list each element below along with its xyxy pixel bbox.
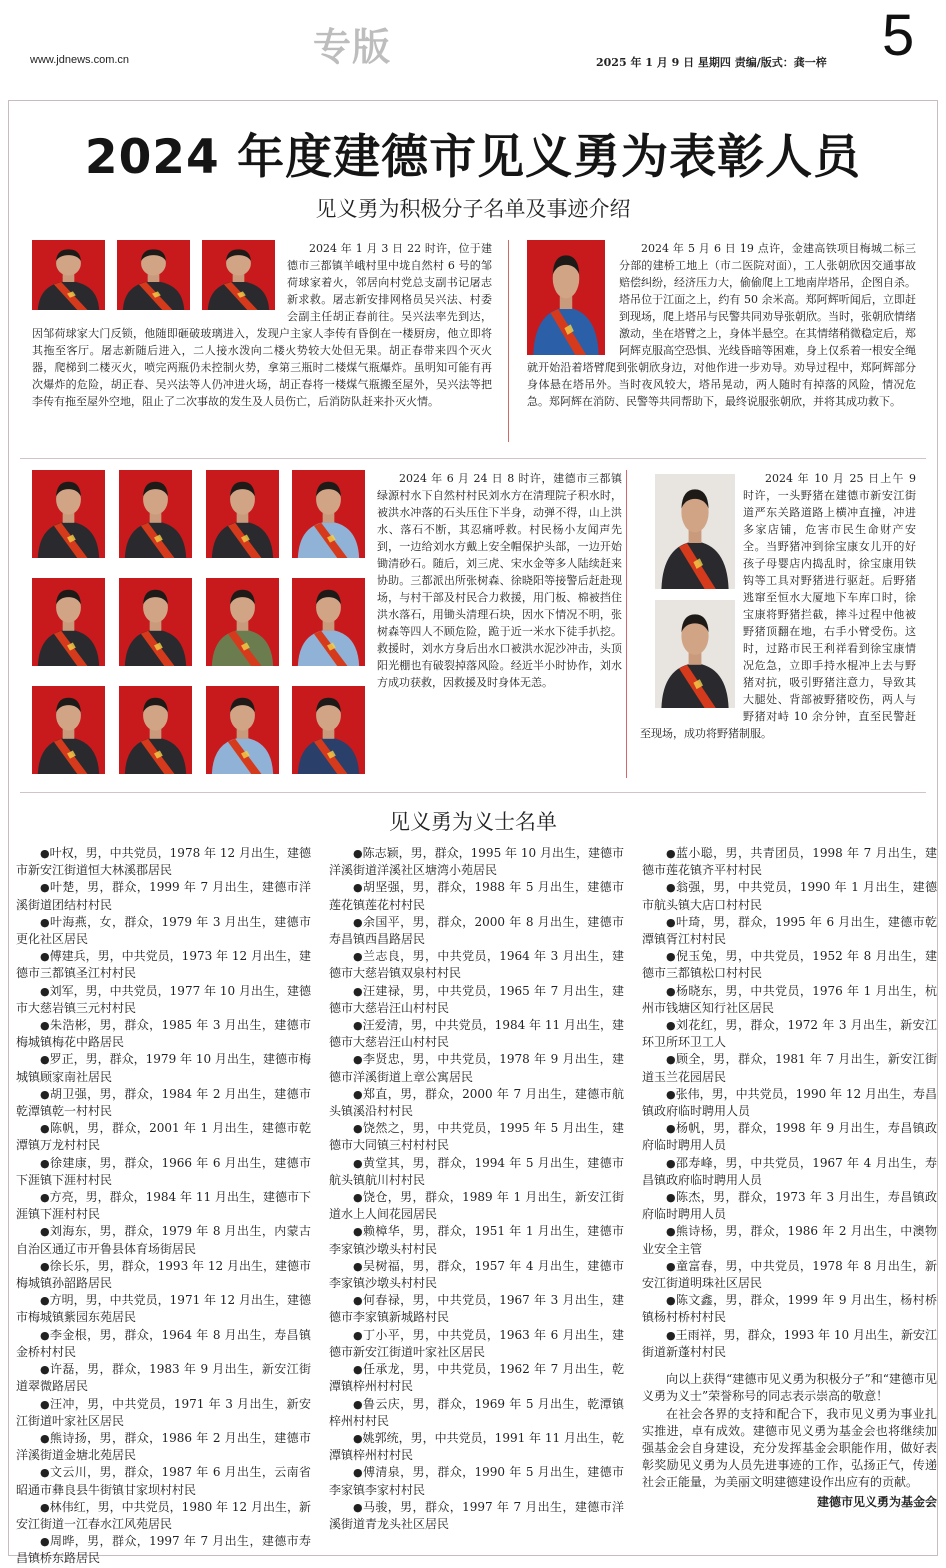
list-item — [16, 1533, 311, 1567]
portrait-figure — [206, 470, 279, 558]
portrait-figure — [206, 578, 279, 666]
portrait-figure — [292, 686, 365, 774]
site-url[interactable]: www.jdnews.com.cn — [30, 54, 130, 66]
portrait-photo — [292, 470, 365, 558]
portrait-photo — [119, 578, 192, 666]
list-item — [329, 983, 624, 1017]
list-item-text: 任承龙，男，中共党员，1962 年 7 月出生，乾潭镇梓州村村民 — [329, 1362, 624, 1394]
list-item — [16, 1464, 311, 1498]
list-item-text: 方明，男，中共党员，1971 年 12 月出生，建德市梅城镇紫园东苑居民 — [16, 1293, 311, 1325]
list-item — [642, 1223, 937, 1257]
list-item-text: 叶琦，男，群众，1995 年 6 月出生，建德市乾潭镇胥江村村民 — [642, 914, 937, 947]
list-item-text: 汪爱清，男，中共党员，1984 年 11 月出生，建德市大慈岩汪山村村民 — [329, 1018, 624, 1050]
list-item-text: 陈文鑫，男，群众，1999 年 9 月出生，杨村桥镇杨村桥村村民 — [642, 1293, 937, 1325]
portrait-figure — [32, 470, 105, 558]
list-item-text: 汪建禄，男，中共党员，1965 年 7 月出生，建德市大慈岩汪山村村民 — [329, 983, 624, 1015]
list-item-text: 刘花红，男，群众，1972 年 3 月出生，新安江环卫所环卫工人 — [642, 1018, 937, 1050]
section-name: 专版 — [313, 25, 392, 69]
portrait-figure — [527, 240, 605, 355]
bullet-icon: ● — [666, 881, 676, 895]
list-item — [329, 1051, 624, 1085]
bullet-icon: ● — [40, 1087, 50, 1101]
list-item-text: 傅清泉，男，群众，1990 年 5 月出生，建德市李家镇李家村村民 — [329, 1465, 624, 1497]
list-item-text: 姚郭统，男，中共党员，1991 年 11 月出生，乾潭镇梓州村村民 — [329, 1430, 624, 1463]
list-item — [642, 1017, 937, 1051]
bullet-icon: ● — [40, 1363, 50, 1377]
bullet-icon: ● — [40, 1191, 50, 1205]
bullet-icon: ● — [666, 1156, 676, 1170]
list-item-text: 杨晓东，男，中共党员，1976 年 1 月出生，杭州市钱塘区知行社区居民 — [642, 983, 937, 1015]
list-item-text: 徐长乐，男，群众，1993 年 12 月出生，建德市梅城镇孙韶路居民 — [16, 1258, 311, 1291]
bullet-icon: ● — [40, 1535, 50, 1549]
story-3 — [377, 470, 622, 782]
list-item-text: 胡卫强，男，群众，1984 年 2 月出生，建德市乾潭镇乾一村村民 — [16, 1086, 311, 1119]
list-item-text: 鲁云庆，男，群众，1969 年 5 月出生，乾潭镇梓州村村民 — [329, 1396, 624, 1428]
portrait-photo — [117, 240, 190, 310]
list-item — [16, 1396, 311, 1430]
bullet-icon: ● — [666, 984, 676, 998]
bullet-icon: ● — [666, 1087, 676, 1101]
dateline: 2025 年 1 月 9 日 星期四 责编/版式：龚一梓 — [596, 56, 827, 69]
section-divider — [20, 792, 926, 793]
bullet-icon: ● — [353, 1259, 363, 1273]
list-item-text: 张伟，男，中共党员，1990 年 12 月出生，寿昌镇政府临时聘用人员 — [642, 1086, 937, 1119]
story-text: 2024 年 6 月 24 日 8 时许，建德市三都镇绿源村水下自然村村民刘水方在清理院子积水时，被洪水冲落的石头压住下半身，动弹不得，山上洪水、落石不断，其忍痛呼救。村民杨小友闻声先到，一边给刘水方戴上安全帽保护头部，一边开始锄清砂石。随后，刘三虎、宋水金等多人陆续赶来协助。三都派出所张树森、徐晓阳等接警后赶赴现场，与村干部及村民合力救援，用门板、棉被挡住洪水落石，用锄头清理石块，因水下情况不明，张树森等四人不顾危险，跪于近一米水下徒手扒挖。救援时，刘水方身后出水口被洪水泥沙冲击，头顶阳光棚也有破裂掉落风险。经近半小时协作，刘水方成功获救，因救援及时身体无恙。 — [377, 472, 622, 689]
bullet-icon: ● — [353, 984, 363, 998]
column-divider — [626, 470, 627, 778]
list-item-text: 叶楚，男，群众，1999 年 7 月出生，建德市洋溪街道团结村村民 — [16, 880, 311, 912]
list-item-text: 邵寿峰，男，中共党员，1967 年 4 月出生，寿昌镇政府临时聘用人员 — [642, 1155, 937, 1187]
list-item — [642, 948, 937, 982]
list-item — [16, 1430, 311, 1464]
portrait-figure — [117, 240, 190, 310]
bullet-icon: ● — [40, 1156, 50, 1170]
list-item — [16, 1017, 311, 1051]
story-text: 2024 年 5 月 6 日 19 点许，金建高铁项目梅城二标三分部的建桥工地上（市二医院对面），工人张朝欣因交通事故赔偿纠纷，经济压力大，偷偷爬上工地南岸塔吊，企图自杀。塔吊位于江面之上，约有 50 余米高。郑阿辉听闻后，立即赶到现场，爬上塔吊与民警共同劝导张朝欣。当时，张朝欣情绪激动，坐在塔臂之上，身体半悬空。在其情绪稍微稳定后，郑阿辉克服高空恐惧、光线昏暗等困难，身上仅系着一根安全绳就开始沿着塔臂爬到张朝欣身边，对他作进一步劝导。劝导过程中，郑阿辉部分身体悬在塔吊外。当时夜风较大，塔吊晃动，两人随时有掉落的风险，情况危急。郑阿辉在消防、民警等共同帮助下，最终说服张朝欣，并将其成功救下。 — [527, 242, 916, 408]
list-item — [642, 1086, 937, 1120]
list-item-text: 熊诗扬，男，群众，1986 年 2 月出生，建德市洋溪街道金塘北苑居民 — [16, 1430, 311, 1463]
list-item-text: 傅建兵，男，中共党员，1973 年 12 月出生，建德市三都镇圣江村村民 — [16, 949, 311, 981]
bullet-icon: ● — [40, 847, 50, 860]
bullet-icon: ● — [40, 950, 50, 964]
bullet-icon: ● — [40, 1019, 50, 1033]
list-item — [16, 1189, 311, 1223]
bullet-icon: ● — [353, 1156, 363, 1170]
story-2 — [527, 240, 916, 450]
list-item-text: 黄堂其，男，群众，1994 年 5 月出生，建德市航头镇航川村村民 — [329, 1155, 624, 1187]
list-column-2 — [329, 845, 624, 1557]
portrait-photo — [32, 470, 105, 558]
list-item-text: 李贤忠，男，中共党员，1978 年 9 月出生，建德市洋溪街道上章公寓居民 — [329, 1052, 624, 1084]
bullet-icon: ● — [40, 1294, 50, 1308]
bullet-icon: ● — [40, 1225, 50, 1239]
list-item — [329, 1361, 624, 1395]
list-item-text: 周晔，男，群众，1997 年 7 月出生，建德市寿昌镇桥东路居民 — [16, 1534, 311, 1566]
bullet-icon: ● — [353, 1053, 363, 1067]
story-text: 2024 年 1 月 3 日 22 时许，位于建德市三都镇羊峨村里中垅自然村 6 号的邹荷球家着火，邻居向村党总支副书记屠志新求救。屠志新安排网格员吴兴法、村委会副主任胡正春前往。吴兴法率先到达，因邹荷球家大门反锁，他随即砸破玻璃进入，发现户主家人李传有昏倒在一楼厨房，他立即将其拖至客厅。屠志新随后进入，二人接水泼向二楼火势较大处但无果。胡正春带来四个灭火器，爬梯到二楼灭火，喷完两瓶仍未控制火势，拿第三瓶时二楼煤气瓶爆炸。虽明知可能有再次爆炸的危险，胡正春、吴兴法等人仍冲进火场，胡正春将一楼煤气瓶搬至屋外，吴兴法等把李传有拖至屋外空地，阻止了二次事故的发生及人员伤亡，后消防队赶来扑灭火情。 — [32, 242, 492, 408]
page-title: 2024 年度建德市见义勇为表彰人员 — [84, 130, 862, 185]
bullet-icon: ● — [40, 1431, 50, 1445]
portrait-photo — [119, 470, 192, 558]
list-item-text: 叶海燕，女，群众，1979 年 3 月出生，建德市更化社区居民 — [16, 914, 311, 947]
bullet-icon: ● — [666, 915, 676, 929]
bullet-icon: ● — [353, 847, 363, 860]
bullet-icon: ● — [353, 1225, 363, 1239]
bullet-icon: ● — [353, 1191, 363, 1205]
list-item-text: 陈志颖，男，群众，1995 年 10 月出生，建德市洋溪街道洋溪社区塘湾小苑居民 — [329, 846, 624, 878]
bullet-icon: ● — [353, 1500, 363, 1514]
portrait-figure — [32, 240, 105, 310]
photo-spacer — [640, 470, 743, 710]
list-item-text: 王雨祥，男，群众，1993 年 10 月出生，新安江街道新蓬村村民 — [642, 1327, 937, 1359]
portrait-photo — [206, 686, 279, 774]
list-item — [329, 1499, 624, 1533]
list-item — [16, 983, 311, 1017]
list-item — [329, 1430, 624, 1464]
list-item — [16, 914, 311, 948]
bullet-icon: ● — [666, 1191, 676, 1205]
bullet-icon: ● — [666, 1294, 676, 1308]
list-item — [642, 879, 937, 913]
list-item-text: 丁小平，男，中共党员，1963 年 6 月出生，建德市新安江街道叶家社区居民 — [329, 1327, 624, 1359]
portrait-photo — [206, 578, 279, 666]
list-item — [16, 1120, 311, 1154]
portrait-figure — [119, 686, 192, 774]
bullet-icon: ● — [353, 915, 363, 929]
bullet-icon: ● — [666, 1259, 676, 1273]
list-item — [16, 1361, 311, 1395]
list-item-text: 翁强，男，中共党员，1990 年 1 月出生，建德市航头镇大店口村村民 — [642, 880, 937, 912]
bullet-icon: ● — [40, 1259, 50, 1273]
bullet-icon: ● — [40, 1053, 50, 1067]
story-4 — [640, 470, 916, 782]
list-item — [329, 1086, 624, 1120]
list-item — [642, 914, 937, 948]
list-item-text: 徐建康，男，群众，1966 年 6 月出生，建德市下涯镇下涯村村民 — [16, 1155, 311, 1187]
bullet-icon: ● — [353, 1087, 363, 1101]
list-item — [329, 948, 624, 982]
list-item — [642, 1051, 937, 1085]
list-item — [16, 1292, 311, 1326]
list-item-text: 余国平，男，群众，2000 年 8 月出生，建德市寿昌镇西昌路居民 — [329, 914, 624, 947]
list-item — [329, 1327, 624, 1361]
bullet-icon: ● — [353, 1294, 363, 1308]
list-item-text: 许磊，男，群众，1983 年 9 月出生，新安江街道翠微路居民 — [16, 1362, 311, 1394]
bullet-icon: ● — [353, 1397, 363, 1411]
list-item-text: 刘军，男，中共党员，1977 年 10 月出生，建德市大慈岩镇三元村村民 — [16, 983, 311, 1015]
bullet-icon: ● — [40, 1328, 50, 1342]
list-item — [329, 1464, 624, 1498]
page-header — [0, 0, 946, 78]
portrait-figure — [119, 470, 192, 558]
list-item — [16, 1155, 311, 1189]
list-item — [16, 1499, 311, 1533]
list-item-text: 何春禄，男，中共党员，1967 年 3 月出生，建德市李家镇新城路村民 — [329, 1293, 624, 1325]
list-item — [329, 1396, 624, 1430]
list-item-text: 蓝小聪，男，共青团员，1998 年 7 月出生，建德市莲花镇齐平村村民 — [642, 846, 937, 878]
portrait-figure — [292, 578, 365, 666]
portrait-figure — [119, 578, 192, 666]
list-item — [642, 1155, 937, 1189]
list-item — [16, 948, 311, 982]
bullet-icon: ● — [353, 1363, 363, 1377]
list-item — [329, 1258, 624, 1292]
list-item-text: 兰志良，男，中共党员，1964 年 3 月出生，建德市大慈岩镇双泉村村民 — [329, 949, 624, 981]
list-item — [16, 1327, 311, 1361]
list-column-1 — [16, 845, 311, 1566]
list-item-text: 方亮，男，群众，1984 年 11 月出生，建德市下涯镇下涯村村民 — [16, 1190, 311, 1222]
list-item-text: 罗正，男，群众，1979 年 10 月出生，建德市梅城镇顾家南社居民 — [16, 1052, 311, 1084]
list-item — [16, 879, 311, 913]
list-item — [642, 1258, 937, 1292]
list-item — [16, 1086, 311, 1120]
bullet-icon: ● — [666, 1019, 676, 1033]
portrait-photo — [292, 578, 365, 666]
list-item — [329, 1292, 624, 1326]
list-column-3 — [642, 845, 937, 1557]
list-item — [642, 1120, 937, 1154]
list-item — [329, 1223, 624, 1257]
list-item-text: 赖樟华，男，群众，1951 年 1 月出生，建德市李家镇沙墩头村村民 — [329, 1224, 624, 1256]
list-item — [329, 1017, 624, 1051]
list-title: 见义勇为义士名单 — [389, 810, 557, 834]
bullet-icon: ● — [353, 1466, 363, 1480]
list-item — [642, 845, 937, 879]
bullet-icon: ● — [40, 1122, 50, 1136]
list-item — [642, 1292, 937, 1326]
bullet-icon: ● — [40, 915, 50, 929]
list-item-text: 饶然之，男，中共党员，1995 年 5 月出生，建德市大同镇三村村村民 — [329, 1121, 624, 1153]
bullet-icon: ● — [40, 1397, 50, 1411]
list-item-text: 倪玉兔，男，中共党员，1952 年 8 月出生，建德市三都镇松口村村民 — [642, 949, 937, 981]
list-item-text: 文云川，男，群众，1987 年 6 月出生，云南省昭通市彝良县牛街镇甘家坝村村民 — [16, 1465, 311, 1497]
list-item-text: 熊诗杨，男，群众，1986 年 2 月出生，中澳物业安全主管 — [642, 1224, 937, 1256]
list-item — [16, 1258, 311, 1292]
bullet-icon: ● — [666, 847, 676, 860]
bullet-icon: ● — [666, 1328, 676, 1342]
list-item-text: 林伟红，男，中共党员，1980 年 12 月出生，新安江街道一江春水江风苑居民 — [16, 1499, 311, 1531]
column-divider — [508, 240, 509, 442]
portrait-photo — [119, 686, 192, 774]
portrait-figure — [202, 240, 275, 310]
list-item-text: 饶仓，男，群众，1989 年 1 月出生，新安江街道水上人间花园居民 — [329, 1190, 624, 1222]
photo-grid — [32, 470, 372, 786]
list-item — [329, 879, 624, 913]
portrait-figure — [32, 578, 105, 666]
list-item-text: 李金根，男，群众，1964 年 8 月出生，寿昌镇金桥村村民 — [16, 1327, 311, 1359]
list-item-text: 叶权，男，中共党员，1978 年 12 月出生，建德市新安江街道恒大林溪郡居民 — [16, 846, 311, 878]
story-1 — [32, 240, 492, 450]
portrait-photo — [32, 578, 105, 666]
bullet-icon: ● — [40, 881, 50, 895]
bullet-icon: ● — [353, 1431, 363, 1445]
closing-paragraph: 在社会各界的支持和配合下，我市见义勇为事业扎实推进，卓有成效。建德市见义勇为基金会也将继续加强基金会自身建设，充分发挥基金会职能作用，做好表彰奖励见义勇为人员先进事迹的工作，弘扬正气，传递社会正能量，为美丽文明建德建设作出应有的贡献。 — [642, 1406, 937, 1490]
bullet-icon: ● — [353, 950, 363, 964]
portrait-figure — [32, 686, 105, 774]
bullet-icon: ● — [353, 1328, 363, 1342]
portrait-photo — [292, 686, 365, 774]
page-number: 5 — [882, 3, 915, 68]
bullet-icon: ● — [666, 1122, 676, 1136]
bullet-icon: ● — [666, 1225, 676, 1239]
list-item — [329, 1120, 624, 1154]
bullet-icon: ● — [40, 984, 50, 998]
portrait-photo — [206, 470, 279, 558]
list-item-text: 童富春，男，中共党员，1978 年 8 月出生，新安江街道明珠社区居民 — [642, 1258, 937, 1291]
list-item-text: 汪冲，男，中共党员，1971 年 3 月出生，新安江街道叶家社区居民 — [16, 1396, 311, 1428]
list-item — [642, 983, 937, 1017]
portrait-figure — [206, 686, 279, 774]
bullet-icon: ● — [666, 950, 676, 964]
list-item — [16, 1223, 311, 1257]
portrait-photo — [32, 686, 105, 774]
list-item-text: 朱浩彬，男，群众，1985 年 3 月出生，建德市梅城镇梅花中路居民 — [16, 1018, 311, 1050]
portrait-photo — [32, 240, 105, 310]
list-item — [16, 1051, 311, 1085]
bullet-icon: ● — [353, 1122, 363, 1136]
bullet-icon: ● — [40, 1466, 50, 1480]
section-divider — [20, 458, 926, 459]
list-item-text: 马骏，男，群众，1997 年 7 月出生，建德市洋溪街道青龙头社区居民 — [329, 1499, 624, 1531]
portrait-photo — [527, 240, 605, 355]
list-item — [329, 845, 624, 879]
list-item-text: 陈杰，男，群众，1973 年 3 月出生，寿昌镇政府临时聘用人员 — [642, 1190, 937, 1222]
bullet-icon: ● — [666, 1053, 676, 1067]
page-subtitle: 见义勇为积极分子名单及事迹介绍 — [315, 197, 631, 221]
list-item — [642, 1327, 937, 1361]
portrait-photo — [202, 240, 275, 310]
bullet-icon: ● — [353, 1019, 363, 1033]
list-item-text: 顾全，男，群众，1981 年 7 月出生，新安江街道玉兰花园居民 — [642, 1052, 937, 1084]
list-item — [329, 1155, 624, 1189]
closing-paragraph: 向以上获得“建德市见义勇为积极分子”和“建德市见义勇为义士”荣誉称号的同志表示崇高的敬意！ — [642, 1372, 937, 1404]
list-item — [642, 1189, 937, 1223]
list-item-text: 吴树福，男，群众，1957 年 4 月出生，建德市李家镇沙墩头村村民 — [329, 1258, 624, 1291]
list-item — [329, 914, 624, 948]
list-item — [16, 845, 311, 879]
list-item-text: 郑直，男，群众，2000 年 7 月出生，建德市航头镇溪沿村村民 — [329, 1086, 624, 1119]
portrait-figure — [292, 470, 365, 558]
story-text: 2024 年 10 月 25 日上午 9 时许，一头野猪在建德市新安江街道严东关路道路上横冲直撞，冲进多家店铺，危害市民生命财产安全。当野猪冲到徐宝康女儿开的好孩子母婴店内捣乱时，徐宝康用铁钩等工具对野猪进行驱赶。后野猪逃窜至恒水大厦地下车库口时，徐宝康将野猪拦截，摔斗过程中他被野猪顶翻在地，右手小臂受伤。这时，过路市民王利祥看到徐宝康情况危急，立即手持水棍冲上去与野猪对抗，吸引野猪注意力，导致其大腿处、背部被野猪咬伤，两人与野猪对峙 10 余分钟，直至民警赶至现场，成功将野猪制服。 — [640, 472, 916, 740]
bullet-icon: ● — [353, 881, 363, 895]
list-item-text: 陈帆，男，群众，2001 年 1 月出生，建德市乾潭镇万龙村村民 — [16, 1121, 311, 1153]
bullet-icon: ● — [40, 1500, 50, 1514]
signature: 建德市见义勇为基金会 — [816, 1494, 937, 1509]
list-item-text: 杨帆，男，群众，1998 年 9 月出生，寿昌镇政府临时聘用人员 — [642, 1121, 937, 1153]
list-item — [329, 1189, 624, 1223]
list-item-text: 刘海东，男，群众，1979 年 8 月出生，内蒙古自治区通辽市开鲁县体育场街居民 — [16, 1224, 311, 1256]
list-item-text: 胡坚强，男，群众，1988 年 5 月出生，建德市莲花镇莲花村村民 — [329, 880, 624, 912]
